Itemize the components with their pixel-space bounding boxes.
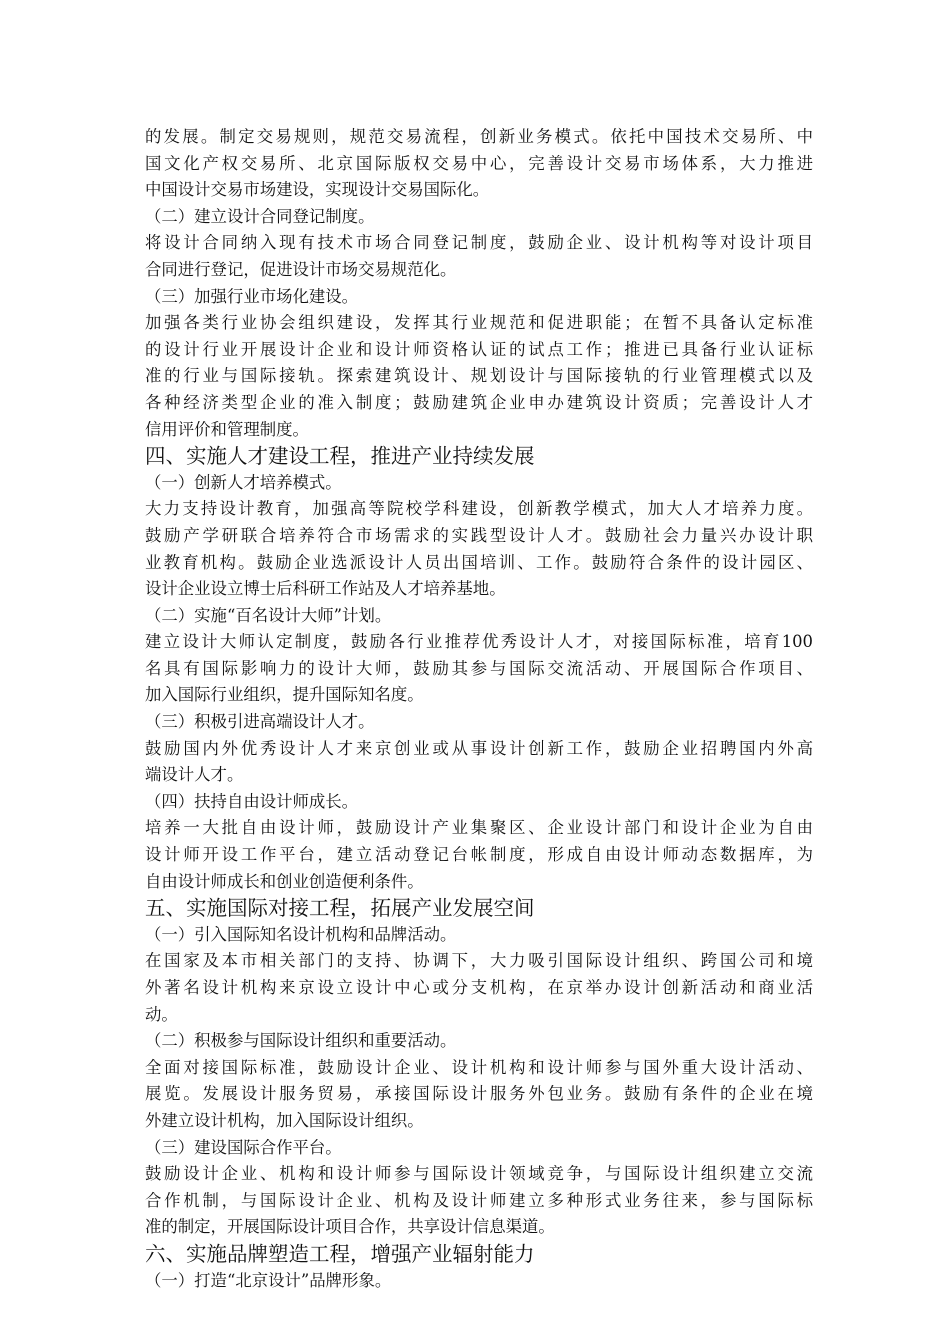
paragraph-line: 大力支持设计教育，加强高等院校学科建设，创新教学模式，加大人才培养力度。 (145, 499, 813, 519)
subsection-title: （三）积极引进高端设计人才。 (145, 712, 375, 732)
paragraph-line: 合作机制，与国际设计企业、机构及设计师建立多种形式业务往来，参与国际标 (145, 1190, 813, 1210)
subsection-title: （二）积极参与国际设计组织和重要活动。 (145, 1031, 457, 1051)
subsection-title: （一）打造“北京设计”品牌形象。 (145, 1270, 392, 1290)
paragraph-line: 各种经济类型企业的准入制度；鼓励建筑企业申办建筑设计资质；完善设计人才 (145, 392, 813, 412)
paragraph-line: 外著名设计机构来京设立设计中心或分支机构，在京举办设计创新活动和商业活 (145, 978, 813, 997)
paragraph-line: 将设计合同纳入现有技术市场合同登记制度，鼓励企业、设计机构等对设计项目 (145, 233, 813, 253)
paragraph-line: 准的行业与国际接轨。探索建筑设计、规划设计与国际接轨的行业管理模式以及 (145, 366, 813, 386)
section-heading: 六、实施品牌塑造工程，增强产业辐射能力 (145, 1241, 535, 1266)
paragraph-line: 鼓励设计企业、机构和设计师参与国际设计领域竞争，与国际设计组织建立交流 (145, 1164, 813, 1184)
paragraph-line: 业教育机构。鼓励企业选派设计人员出国培训、工作。鼓励符合条件的设计园区、 (145, 552, 813, 572)
paragraph-line: 名具有国际影响力的设计大师，鼓励其参与国际交流活动、开展国际合作项目、 (145, 658, 813, 678)
paragraph-line: 端设计人才。 (145, 765, 244, 785)
paragraph-line: 设计企业设立博士后科研工作站及人才培养基地。 (145, 579, 506, 599)
paragraph-line: 鼓励产学研联合培养符合市场需求的实践型设计人才。鼓励社会力量兴办设计职 (145, 525, 813, 545)
paragraph-line: 动。 (145, 1004, 178, 1024)
subsection-title: （二）实施“百名设计大师”计划。 (145, 605, 392, 625)
paragraph-line: 加入国际行业组织，提升国际知名度。 (145, 685, 424, 705)
paragraph-line: 信用评价和管理制度。 (145, 419, 309, 439)
paragraph-line: 中国设计交易市场建设，实现设计交易国际化。 (145, 180, 490, 200)
section-heading: 五、实施国际对接工程，拓展产业发展空间 (145, 896, 535, 921)
subsection-title: （三）加强行业市场化建设。 (145, 286, 359, 306)
paragraph-line: 合同进行登记，促进设计市场交易规范化。 (145, 259, 457, 279)
subsection-title: （一）引入国际知名设计机构和品牌活动。 (145, 924, 457, 944)
paragraph-line: 国文化产权交易所、北京国际版权交易中心，完善设计交易市场体系，大力推进 (145, 153, 813, 173)
paragraph-line: 全面对接国际标准，鼓励设计企业、设计机构和设计师参与国外重大设计活动、 (145, 1057, 813, 1077)
subsection-title: （三）建设国际合作平台。 (145, 1137, 342, 1157)
paragraph-line: 加强各类行业协会组织建设，发挥其行业规范和促进职能；在暂不具备认定标准 (145, 313, 813, 333)
subsection-title: （一）创新人才培养模式。 (145, 472, 342, 492)
paragraph-line: 培养一大批自由设计师，鼓励设计产业集聚区、企业设计部门和设计企业为自由 (145, 818, 813, 838)
paragraph-line: 自由设计师成长和创业创造便利条件。 (145, 871, 424, 891)
section-heading: 四、实施人才建设工程，推进产业持续发展 (145, 444, 535, 469)
paragraph-line: 鼓励国内外优秀设计人才来京创业或从事设计创新工作，鼓励企业招聘国内外高 (145, 738, 813, 758)
paragraph-line: 展览。发展设计服务贸易，承接国际设计服务外包业务。鼓励有条件的企业在境 (145, 1084, 813, 1104)
paragraph-line: 设计师开设工作平台，建立活动登记台帐制度，形成自由设计师动态数据库，为 (145, 845, 813, 865)
paragraph-line: 建立设计大师认定制度，鼓励各行业推荐优秀设计人才，对接国际标准，培育100 (145, 632, 813, 652)
paragraph-line: 准的制定，开展国际设计项目合作，共享设计信息渠道。 (145, 1217, 555, 1237)
paragraph-line: 的发展。制定交易规则，规范交易流程，创新业务模式。依托中国技术交易所、中 (145, 127, 813, 146)
subsection-title: （四）扶持自由设计师成长。 (145, 791, 359, 811)
subsection-title: （二）建立设计合同登记制度。 (145, 206, 375, 226)
paragraph-line: 的设计行业开展设计企业和设计师资格认证的试点工作；推进已具备行业认证标 (145, 339, 813, 359)
document-page (145, 124, 813, 1294)
paragraph-line: 在国家及本市相关部门的支持、协调下，大力吸引国际设计组织、跨国公司和境 (145, 951, 813, 971)
paragraph-line: 外建立设计机构，加入国际设计组织。 (145, 1110, 424, 1130)
